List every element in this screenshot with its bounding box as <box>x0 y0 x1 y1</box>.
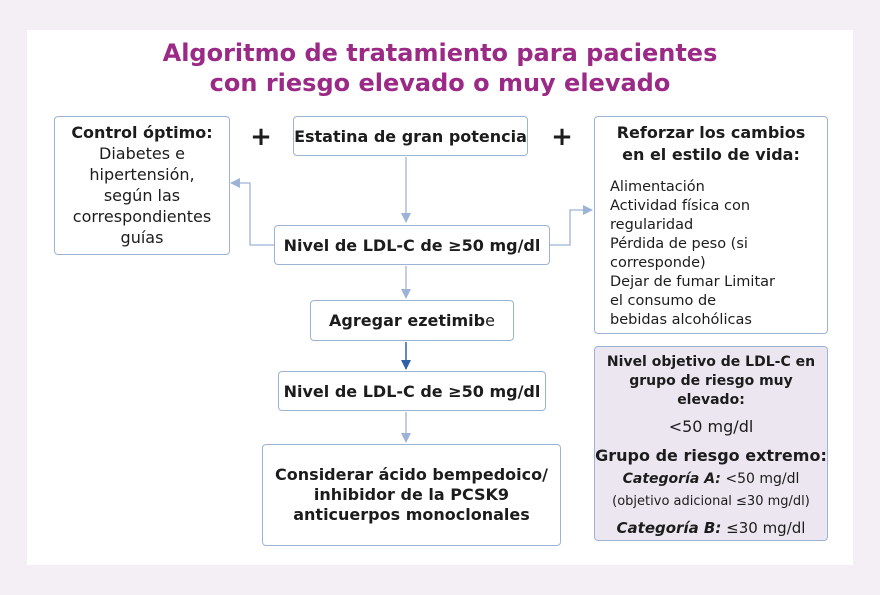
reforzar-item: Alimentación <box>610 179 705 195</box>
reforzar-box <box>594 116 828 334</box>
categoria-a-label: Categoría A: <box>622 471 721 487</box>
considerar-line: inhibidor de la PCSK9 <box>313 485 510 504</box>
ezetimibe-label-end: e <box>485 311 495 330</box>
reforzar-item: regularidad <box>610 217 694 233</box>
reforzar-item: Actividad física con <box>610 198 751 214</box>
estatina-label: Estatina de gran potencia <box>294 126 527 146</box>
ldl-level-label: Nivel de LDL-C de ≥50 mg/dl <box>283 235 541 255</box>
objetivo-heading-line-2: grupo de riesgo muy elevado: <box>629 373 793 408</box>
reforzar-item: el consumo de <box>610 293 717 309</box>
control-optimo-line: hipertensión, <box>89 165 195 184</box>
ldl-level-box-1 <box>274 225 550 265</box>
plus-sign-left: + <box>250 122 272 152</box>
control-optimo-box <box>54 116 230 255</box>
plus-sign-right: + <box>551 122 573 152</box>
objetivo-heading-line-1: Nivel objetivo de LDL-C en <box>606 354 816 370</box>
categoria-a-note: (objetivo adicional ≤30 mg/dl) <box>612 494 810 509</box>
extremo-heading: Grupo de riesgo extremo: <box>595 446 827 465</box>
reforzar-item: Pérdida de peso (si <box>610 236 748 252</box>
ezetimibe-box <box>310 300 514 341</box>
reforzar-heading-line-1: Reforzar los cambios <box>616 123 806 142</box>
considerar-line: Considerar ácido bempedoico/ <box>275 465 548 484</box>
categoria-b-label: Categoría B: <box>616 519 722 537</box>
arrow-ldl-to-control <box>231 183 274 245</box>
categoria-b-value: ≤30 mg/dl <box>721 519 806 537</box>
control-optimo-line: Diabetes e <box>99 144 185 163</box>
reforzar-item: Dejar de fumar Limitar <box>610 274 775 290</box>
considerar-box <box>262 444 561 546</box>
estatina-box <box>293 116 528 156</box>
control-optimo-line: según las <box>103 186 181 205</box>
arrow-ldl-to-reforzar <box>550 210 592 245</box>
control-optimo-line: guías <box>120 228 164 247</box>
considerar-line: anticuerpos monoclonales <box>293 505 530 524</box>
ldl-level-box-2 <box>278 371 546 411</box>
ldl-level-label: Nivel de LDL-C de ≥50 mg/dl <box>283 381 541 401</box>
reforzar-item: bebidas alcohólicas <box>610 312 752 328</box>
reforzar-heading-line-2: en el estilo de vida: <box>622 145 800 164</box>
title-line-1: Algoritmo de tratamiento para pacientes <box>162 39 718 67</box>
ezetimibe-label: Agregar ezetimib <box>329 311 486 330</box>
title-line-2: con riesgo elevado o muy elevado <box>209 69 671 97</box>
control-optimo-line: correspondientes <box>72 207 212 226</box>
objetivo-value: <50 mg/dl <box>668 417 754 436</box>
objetivo-box <box>594 346 828 541</box>
reforzar-item: corresponde) <box>610 255 706 271</box>
control-optimo-heading: Control óptimo: <box>71 123 213 142</box>
categoria-a-value: <50 mg/dl <box>720 471 800 487</box>
